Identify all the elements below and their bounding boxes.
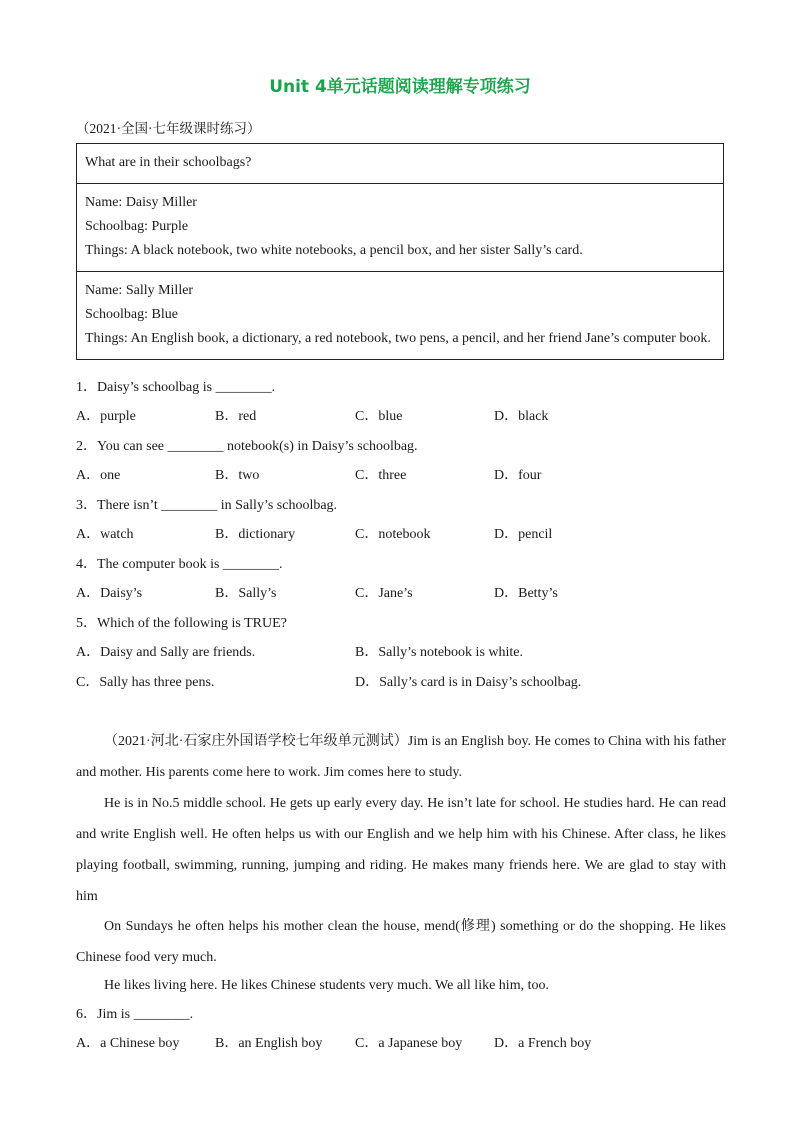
question-5: 5．Which of the following is TRUE? [76,616,287,631]
option-b[interactable]: B．Sally’s notebook is white. [355,645,523,660]
passage1-source: （2021·全国·七年级课时练习） [76,121,261,136]
option-d[interactable]: D．pencil [494,527,553,542]
option-d[interactable]: D．black [494,409,549,424]
question-2-options [76,466,736,486]
question-4: 4．The computer book is ________. [76,557,283,572]
question-5-options-row2 [76,673,736,693]
table-header-cell [77,144,723,184]
option-c[interactable]: C．notebook [355,527,431,542]
option-a[interactable]: A．Daisy’s [76,586,143,601]
question-3-options [76,525,736,545]
question-5-options-row1 [76,643,736,663]
option-c[interactable]: C．Jane’s [355,586,413,601]
option-a[interactable]: A．watch [76,527,134,542]
option-a[interactable]: A．purple [76,409,136,424]
option-a[interactable]: A．one [76,468,121,483]
row-things: Things: An English book, a dictionary, a red notebook, two pens, a pencil, and her friend Jane’s computer book. [85,331,711,346]
row-schoolbag: Schoolbag: Purple [85,219,189,234]
option-d[interactable]: D．Betty’s [494,586,558,601]
passage2-paragraph-2: He is in No.5 middle school. He gets up early every day. He isn’t late for school. He studies hard. He can read and write English well. He often helps us with our English and we help him with his Chinese. After class, he likes playing football, swimming, running, jumping and riding. He makes many friends here. We are glad to stay with him [76,796,726,904]
option-a[interactable]: A．a Chinese boy [76,1036,180,1051]
question-1-options [76,407,736,427]
row-name: Name: Daisy Miller [85,195,197,210]
question-6-options [76,1034,736,1054]
question-1: 1．Daisy’s schoolbag is ________. [76,380,276,395]
option-b[interactable]: B．dictionary [215,527,296,542]
row-schoolbag: Schoolbag: Blue [85,307,178,322]
option-c[interactable]: C．blue [355,409,403,424]
row-name: Name: Sally Miller [85,283,194,298]
option-d[interactable]: D．four [494,468,542,483]
option-a[interactable]: A．Daisy and Sally are friends. [76,645,256,660]
table-row-sally [77,272,723,359]
option-b[interactable]: B．two [215,468,260,483]
question-2: 2．You can see ________ notebook(s) in Daisy’s schoolbag. [76,439,418,454]
question-4-options [76,584,736,604]
schoolbag-table [76,143,724,360]
table-row-daisy [77,184,723,272]
page-title: Unit 4单元话题阅读理解专项练习 [269,77,531,97]
passage2-paragraph-3: On Sundays he often helps his mother clean the house, mend(修理) something or do the shopping. He likes Chinese food very much. [76,919,726,965]
option-c[interactable]: C．three [355,468,407,483]
option-c[interactable]: C．Sally has three pens. [76,675,215,690]
passage2-paragraph-1: （2021·河北·石家庄外国语学校七年级单元测试）Jim is an English boy. He comes to China with his father and mother. His parents come here to work. Jim comes here to study. [76,734,726,780]
option-d[interactable]: D．a French boy [494,1036,592,1051]
option-b[interactable]: B．red [215,409,257,424]
question-6: 6．Jim is ________. [76,1007,194,1022]
option-b[interactable]: B．Sally’s [215,586,277,601]
table-header: What are in their schoolbags? [85,155,252,170]
option-b[interactable]: B．an English boy [215,1036,323,1051]
option-d[interactable]: D．Sally’s card is in Daisy’s schoolbag. [355,675,582,690]
passage2-paragraph-4: He likes living here. He likes Chinese students very much. We all like him, too. [104,978,549,993]
option-c[interactable]: C．a Japanese boy [355,1036,463,1051]
row-things: Things: A black notebook, two white notebooks, a pencil box, and her sister Sally’s card. [85,243,583,258]
question-3: 3．There isn’t ________ in Sally’s schoolbag. [76,498,338,513]
